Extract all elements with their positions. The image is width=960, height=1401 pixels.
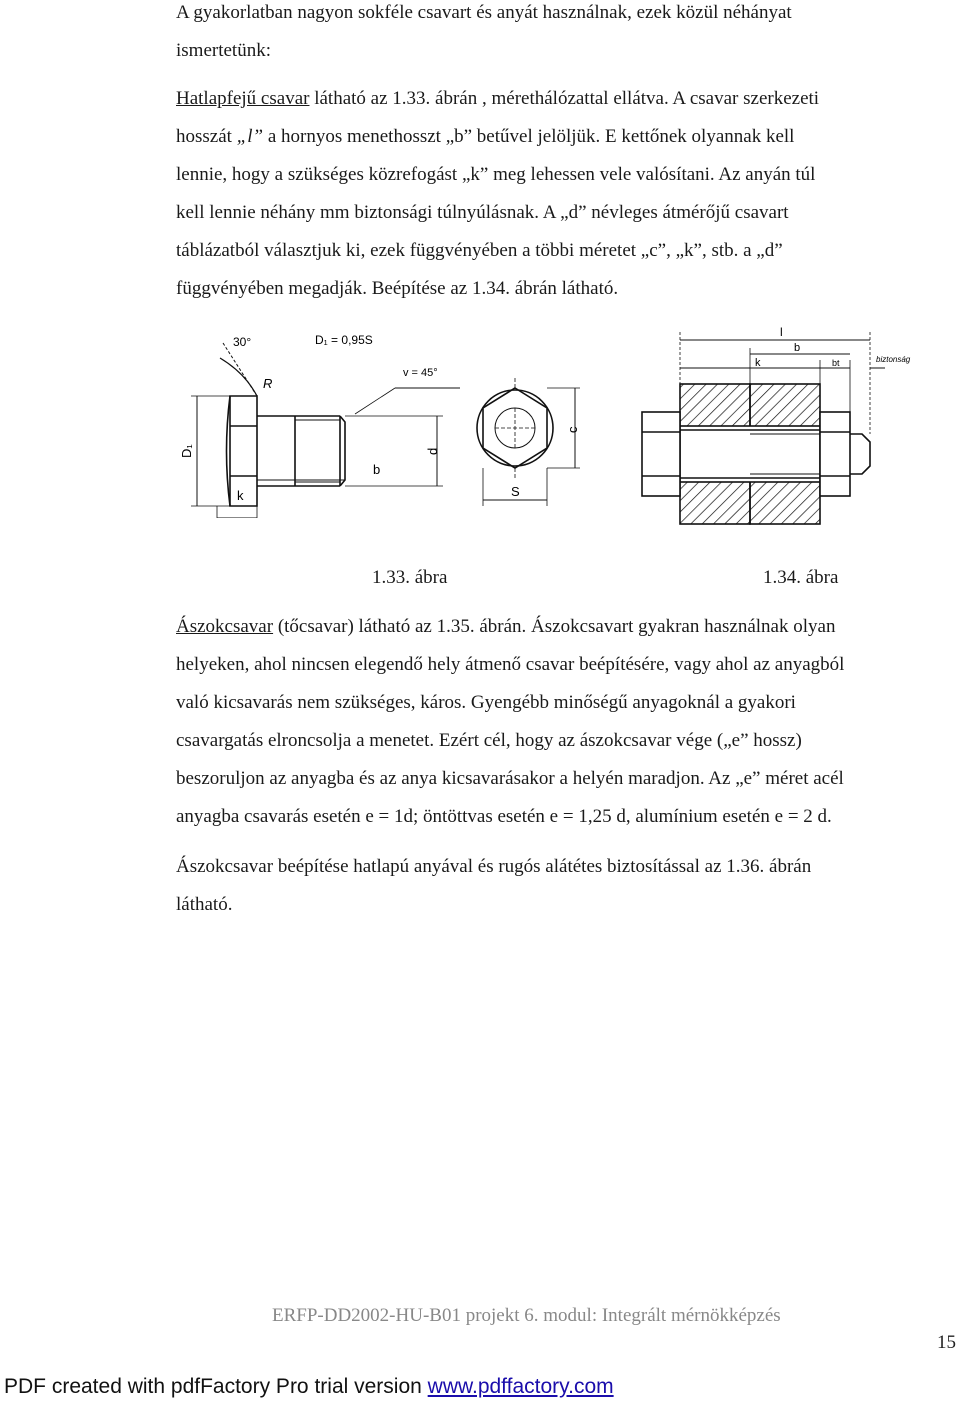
paragraph-line: Ászokcsavar beépítése hatlapú anyával és rugós alátétes biztosítással az 1.36. ábrán: [176, 856, 812, 877]
angle-label: 30°: [233, 335, 252, 349]
banner-text: PDF created with pdfFactory Pro trial version: [4, 1375, 428, 1398]
v-label: v = 45°: [403, 367, 438, 379]
paragraph-line: való kicsavarás nem szükséges, káros. Gyengébb minőségű anyagoknál a gyakori: [176, 692, 796, 713]
text-span: a hornyos menethosszt „b” betűvel jelöljük. E kettőnek olyannak kell: [263, 126, 795, 147]
paragraph-line: [176, 126, 794, 148]
bt-label: bt: [832, 358, 840, 368]
d1-label: D₁: [179, 444, 194, 458]
s-label: S: [511, 484, 520, 499]
d1-formula-label: D₁ = 0,95S: [315, 333, 373, 347]
paragraph-line: lennie, hogy a szükséges közrefogást „k” meg lehessen vele valósítani. Az anyán túl: [176, 164, 816, 185]
page-number: 15: [937, 1332, 956, 1353]
paragraph-line: [176, 616, 835, 638]
paragraph-line: [176, 88, 819, 110]
figure-hex-bolt-drawing: [175, 328, 595, 518]
figure-133-caption: 1.33. ábra: [372, 567, 448, 588]
paragraph-line: ismertetünk:: [176, 40, 271, 61]
k-label: k: [237, 488, 244, 503]
k-label: k: [755, 357, 761, 369]
footer-project-text: ERFP-DD2002-HU-B01 projekt 6. modul: Integrált mérnökképzés: [272, 1305, 781, 1326]
paragraph-line: látható.: [176, 894, 233, 915]
text-span: hosszát: [176, 126, 237, 147]
pdf-trial-banner: [4, 1375, 614, 1399]
c-label: c: [565, 426, 580, 433]
pdffactory-link[interactable]: www.pdffactory.com: [427, 1375, 614, 1398]
paragraph-line: táblázatból választjuk ki, ezek függvényében a többi méretet „c”, „k”, stb. a „d”: [176, 240, 783, 261]
text-span: (tőcsavar) látható az 1.35. ábrán. Ászokcsavart gyakran használnak olyan: [273, 616, 836, 637]
paragraph-line: anyagba csavarás esetén e = 1d; öntöttvas esetén e = 1,25 d, alumínium esetén e = 2 d.: [176, 806, 832, 827]
paragraph-line: beszoruljon az anyagba és az anya kicsavarásakor a helyén maradjon. Az „e” méret acél: [176, 768, 844, 789]
r-label: R: [263, 376, 273, 391]
paragraph-line: A gyakorlatban nagyon sokféle csavart és anyát használnak, ezek közül néhányat: [176, 2, 792, 23]
d-label: d: [425, 447, 440, 455]
paragraph-line: helyeken, ahol nincsen elegendő hely átmenő csavar beépítésére, vagy ahol az anyagból: [176, 654, 845, 675]
stud-bolt-link[interactable]: Ászokcsavar: [176, 616, 274, 637]
l-label: l: [780, 325, 783, 339]
b-label: b: [794, 342, 801, 354]
paragraph-line: kell lennie néhány mm biztonsági túlnyúlásnak. A „d” névleges átmérőjű csavart: [176, 202, 789, 223]
paragraph-line: függvényében megadják. Beépítése az 1.34. ábrán látható.: [176, 278, 619, 299]
text-span: látható az 1.33. ábrán , mérethálózattal ellátva. A csavar szerkezeti: [309, 88, 820, 109]
paragraph-line: csavargatás elroncsolja a menetet. Ezért cél, hogy az ászokcsavar vége („e” hossz): [176, 730, 802, 751]
b-label: b: [373, 462, 381, 477]
italic-symbol: „l”: [236, 126, 264, 147]
safety-label: biztonság: [876, 355, 911, 364]
figure-bolt-assembly-drawing: [630, 324, 930, 534]
hex-bolt-link[interactable]: Hatlapfejű csavar: [176, 88, 310, 109]
figure-134-caption: 1.34. ábra: [763, 567, 839, 588]
